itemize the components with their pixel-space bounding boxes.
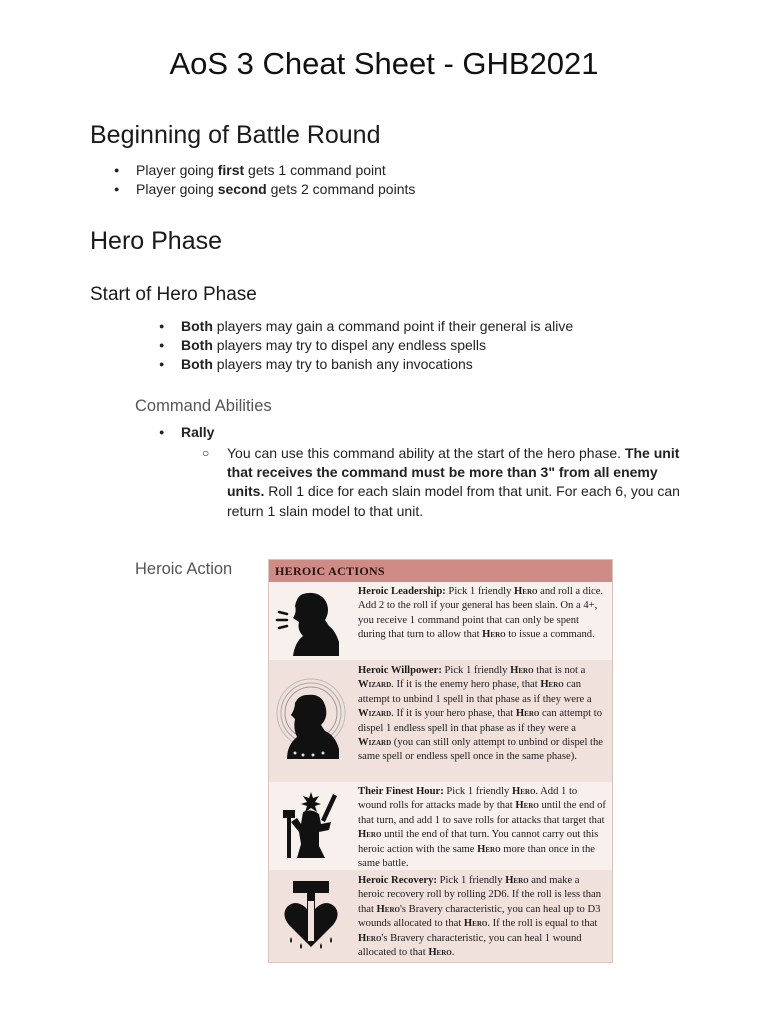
subheading-command-abilities: Command Abilities [135, 397, 272, 415]
heroic-actions-title: HEROIC ACTIONS [275, 564, 385, 578]
list-item: ● Both players may try to dispel any endless spells [181, 336, 573, 355]
list-item-rally: ● Rally [181, 423, 214, 442]
heroic-actions-header [269, 560, 612, 582]
heroic-leadership-text: Heroic Leadership: Pick 1 friendly Hero and roll a dice. Add 2 to the roll if your general has been slain. On a 4+, you receive 1 command point that can only be spent during that turn to allow that Hero to issue a command. [358, 586, 604, 641]
heroic-willpower-text: Heroic Willpower: Pick 1 friendly Hero that is not a Wizard. If it is the enemy hero phase, that Hero can attempt to unbind 1 spell in that phase as if they were a Wizard. If it is your hero phase, that Hero can attempt to dispel 1 endless spell in that phase as if they were a Wizard (you can still only attempt to unbind or dispel the same spell or endless spell once in the same phase). [358, 665, 604, 763]
list-item: ● Player going first gets 1 command point [136, 161, 415, 180]
section-heading-hero-phase: Hero Phase [90, 227, 223, 255]
list-item: ● Both players may gain a command point if their general is alive [181, 317, 573, 336]
list-item: ● Player going second gets 2 command points [136, 180, 415, 199]
list-item: ● Both players may try to banish any invocations [181, 355, 573, 374]
heroic-action-row [269, 582, 612, 660]
heroic-leadership-icon [273, 586, 349, 656]
subheading-heroic-action: Heroic Action [135, 560, 233, 578]
heroic-action-row [269, 782, 612, 870]
hollow-bullet-icon: ○ [202, 446, 210, 460]
page-title: AoS 3 Cheat Sheet - GHB2021 [169, 46, 599, 81]
heroic-action-row [269, 661, 612, 781]
beginning-bullet-list [136, 161, 415, 199]
start-hero-phase-bullet-list [181, 317, 573, 374]
heroic-recovery-text: Heroic Recovery: Pick 1 friendly Hero and make a heroic recovery roll by rolling 2D6. If the roll is less than that Hero's Bravery characteristic, you can heal up to D3 wounds allocated to that Hero. If the roll is equal to that Hero's Bravery characteristic, you can heal 1 wound allocated to that Hero. [358, 875, 602, 959]
heroic-action-row [269, 871, 612, 962]
rally-description: You can use this command ability at the start of the hero phase. The unit that receives the command must be more than 3" from all enemy units. Roll 1 dice for each slain model from that unit. For each 6, you can return 1 slain model to that unit. [227, 445, 680, 519]
command-abilities-list [181, 423, 214, 442]
their-finest-hour-icon [273, 788, 349, 864]
their-finest-hour-text: Their Finest Hour: Pick 1 friendly Hero. Add 1 to wound rolls for attacks made by that Hero until the end of that turn, and add 1 to save rolls for attacks that target that Hero until the end of that turn. You cannot carry out this heroic action with the same Hero more than once in the same battle. [358, 786, 606, 870]
subheading-start-of-hero-phase: Start of Hero Phase [90, 284, 257, 305]
heroic-recovery-icon [273, 877, 349, 957]
heroic-willpower-icon [273, 673, 349, 769]
section-heading-beginning: Beginning of Battle Round [90, 121, 381, 149]
heroic-actions-image [268, 559, 613, 963]
